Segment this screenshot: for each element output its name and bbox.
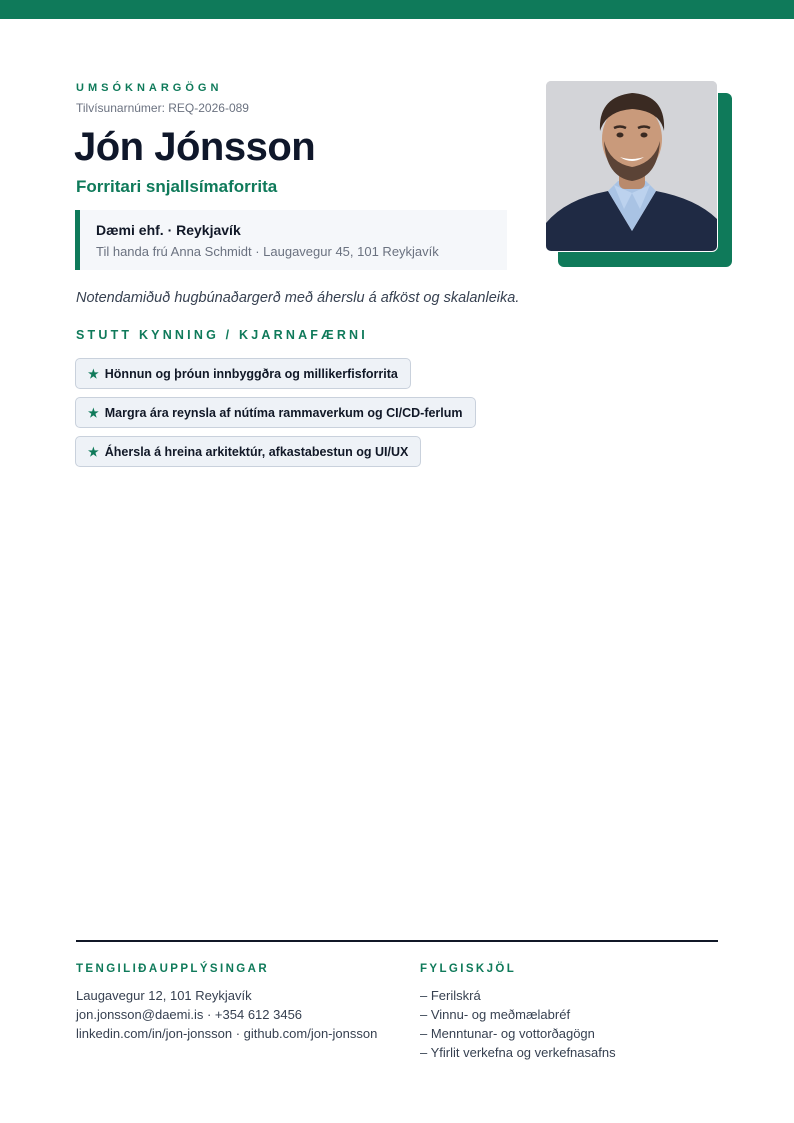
contact-section-title: TENGILIÐAUPPLÝSINGAR <box>76 963 270 975</box>
attachment-item: – Vinnu- og meðmælabréf <box>420 1007 571 1022</box>
contact-address: Laugavegur 12, 101 Reykjavík <box>76 988 252 1003</box>
star-icon: ★ <box>88 444 99 459</box>
tagline: Notendamiðuð hugbúnaðargerð með áherslu á afköst og skalanleika. <box>76 290 520 306</box>
skill-chip-label: Áhersla á hreina arkitektúr, afkastabestun og UI/UX <box>104 444 409 459</box>
star-icon: ★ <box>88 405 99 420</box>
skill-chip-label: Hönnun og þróun innbyggðra og millikerfisforrita <box>104 366 398 381</box>
applicant-role: Forritari snjallsímaforrita <box>76 177 278 196</box>
skill-chip <box>75 397 476 428</box>
profile-photo <box>545 80 718 252</box>
portrait-illustration <box>546 81 718 252</box>
skill-chip <box>75 358 411 389</box>
recipient-box <box>75 210 507 270</box>
skill-chip <box>75 436 421 467</box>
summary-section-title: STUTT KYNNING / KJARNAFÆRNI <box>76 328 368 342</box>
top-accent-bar <box>0 0 794 19</box>
skill-chip-label: Margra ára reynsla af nútíma rammaverkum og CI/CD-ferlum <box>104 405 463 420</box>
attachment-item: – Menntunar- og vottorðagögn <box>420 1026 595 1041</box>
recipient-attention: Til handa frú Anna Schmidt · Laugavegur 45, 101 Reykjavík <box>96 244 439 259</box>
attachment-item: – Ferilskrá <box>420 988 481 1003</box>
attachments-section-title: FYLGISKJÖL <box>420 963 517 975</box>
contact-profiles[interactable]: linkedin.com/in/jon-jonsson · github.com/jon-jonsson <box>76 1026 378 1041</box>
contact-email-phone[interactable]: jon.jonsson@daemi.is · +354 612 3456 <box>76 1007 303 1022</box>
star-icon: ★ <box>88 366 99 381</box>
attachment-item: – Yfirlit verkefna og verkefnasafns <box>420 1045 616 1060</box>
reference-number: Tilvísunarnúmer: REQ-2026-089 <box>76 101 249 115</box>
document-eyebrow: UMSÓKNARGÖGN <box>76 82 223 94</box>
footer-divider <box>76 940 718 942</box>
recipient-company: Dæmi ehf. · Reykjavík <box>96 222 241 238</box>
applicant-name: Jón Jónsson <box>74 125 316 169</box>
